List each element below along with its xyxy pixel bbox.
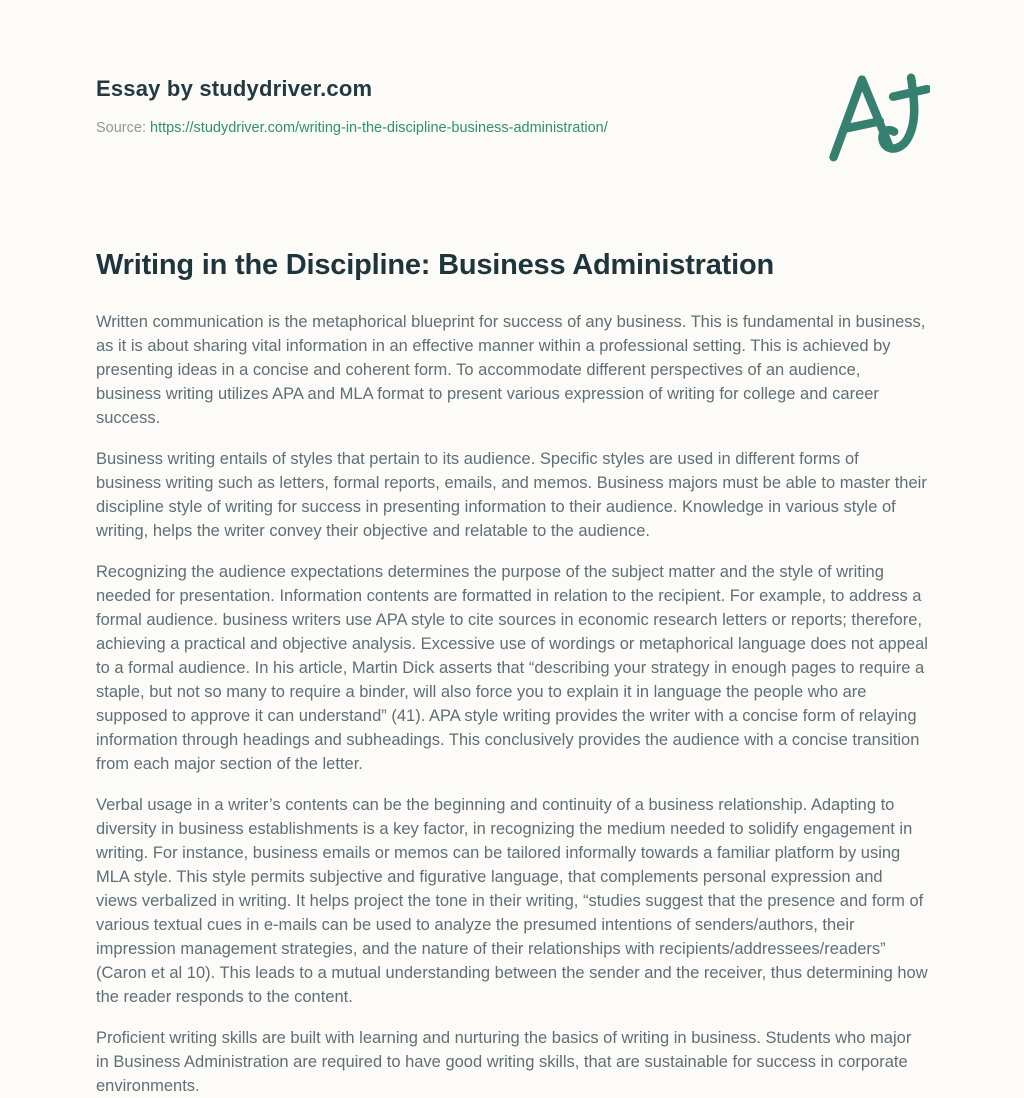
essay-paragraph: Business writing entails of styles that pertain to its audience. Specific styles are used in different forms of business writing such as letters, formal reports, emails, and memos. Business majors must be able to master their discipline style of writing for success in presenting information to their audience. Knowledge in various style of writing, helps the writer convey their objective and relatable to the audience. [96,449,927,540]
essay-paragraph: Written communication is the metaphorical blueprint for success of any business. This is fundamental in business, as it is about sharing vital information in an effective manner within a professional setting. This is achieved by presenting ideas in a concise and coherent form. To accommodate different perspectives of an audience, business writing utilizes APA and MLA format to present various expression of writing for college and career success. [96,312,926,427]
studydriver-logo [826,70,930,164]
essay-paragraph: Verbal usage in a writer’s contents can be the beginning and continuity of a business relationship. Adapting to diversity in business establishments is a key factor, in recognizing the medium needed to solidify engagement in writing. For instance, business emails or memos can be tailored informally towards a familiar platform by using MLA style. This style permits subjective and figurative language, that complements personal expression and views verbalized in writing. It helps project the tone in their writing, “studies suggest that the presence and form of various textual cues in e-mails can be used to analyze the presumed intentions of senders/authors, their impression management strategies, and the nature of their relationships with recipients/addressees/readers” (Caron et al 10). This leads to a mutual understanding between the sender and the receiver, thus determining how the reader responds to the content. [96,795,928,1006]
essay-paragraph: Proficient writing skills are built with learning and nurturing the basics of writing in business. Students who major in Business Administration are required to have good writing skills, that are sustainable for success in corporate environments. [96,1028,912,1095]
source-row [96,120,928,136]
studydriver-logo-icon [826,70,930,164]
essay-byline: Essay by studydriver.com [96,76,373,101]
essay-body [96,310,928,1098]
essay-paragraph: Recognizing the audience expectations determines the purpose of the subject matter and the style of writing needed for presentation. Information contents are formatted in relation to the recipient. For example, to address a formal audience. business writers use APA style to cite sources in economic research letters or reports; therefore, achieving a practical and objective analysis. Excessive use of wordings or metaphorical language does not appeal to a formal audience. In his article, Martin Dick asserts that “describing your strategy in enough pages to require a staple, but not so many to require a binder, will also force you to explain it in language the people who are supposed to approve it can understand” (41). APA style writing provides the writer with a concise form of relaying information through headings and subheadings. This conclusively provides the audience with a concise transition from each major section of the letter. [96,562,928,773]
essay-title: Writing in the Discipline: Business Administration [96,249,775,281]
source-url-link[interactable]: https://studydriver.com/writing-in-the-discipline-business-administration/ [150,120,608,136]
source-label: Source: [96,120,146,136]
